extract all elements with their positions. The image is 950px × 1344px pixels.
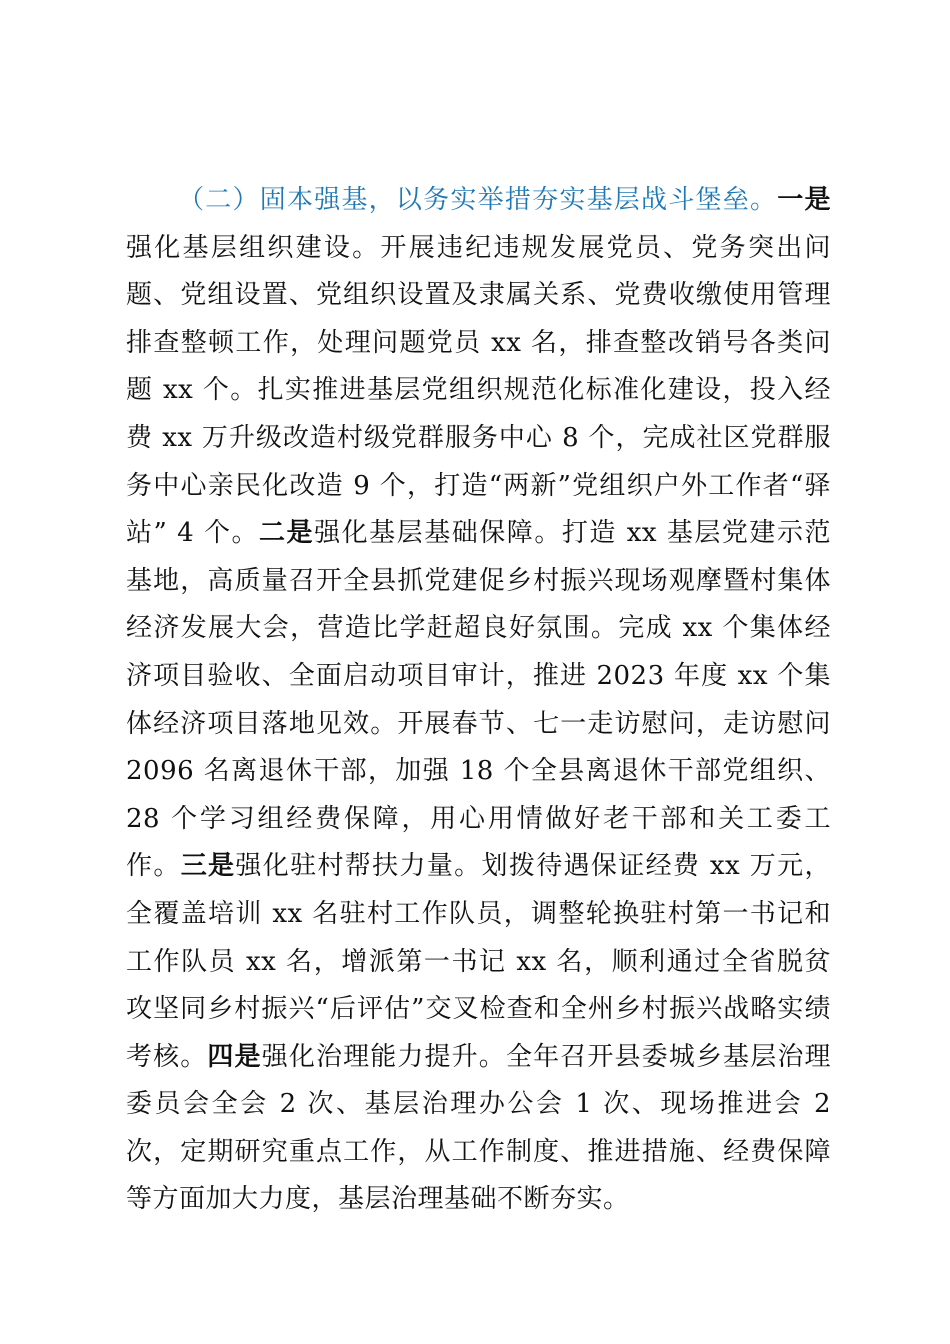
section-paragraph xyxy=(126,177,831,1224)
point-1-lead: 一是 xyxy=(777,185,831,215)
point-4-text: 强化治理能力提升。全年召开县委城乡基层治理委员会全会 2 次、基层治理办公会 1 次、现场推进会 2 次，定期研究重点工作，从工作制度、推进措施、经费保障等方面加大力度，基层治理基础不断夯实。 xyxy=(126,1041,831,1215)
point-3-lead: 三是 xyxy=(180,851,236,882)
point-4-lead: 四是 xyxy=(207,1041,262,1072)
point-3-text: 强化驻村帮扶力量。划拨待遇保证经费 xx 万元，全覆盖培训 xx 名驻村工作队员，调整轮换驻村第一书记和工作队员 xx 名，增派第一书记 xx 名，顺利通过全省脱贫攻坚同乡村振兴“后评估”交叉检查和全州乡村振兴战略实绩考核。 xyxy=(126,851,831,1072)
point-2-text: 强化基层基础保障。打造 xx 基层党建示范基地，高质量召开全县抓党建促乡村振兴现场观摩暨村集体经济发展大会，营造比学赶超良好氛围。完成 xx 个集体经济项目验收、全面启动项目审计，推进 2023 年度 xx 个集体经济项目落地见效。开展春节、七一走访慰问，走访慰问 2096 名离退休干部，加强 18 个全县离退休干部党组织、28 个学习组经费保障，用心用情做好老干部和关工委工作。 xyxy=(126,518,831,882)
point-1-text: 强化基层组织建设。开展违纪违规发展党员、党务突出问题、党组设置、党组织设置及隶属关系、党费收缴使用管理排查整顿工作，处理问题党员 xx 名，排查整改销号各类问题 xx 个。扎实推进基层党组织规范化标准化建设，投入经费 xx 万升级改造村级党群服务中心 8 个，完成社区党群服务中心亲民化改造 9 个，打造“两新”党组织户外工作者“驿站” 4 个。 xyxy=(126,232,831,549)
section-heading: （二）固本强基，以务实举措夯实基层战斗堡垒。 xyxy=(178,185,778,215)
point-2-lead: 二是 xyxy=(259,518,315,549)
